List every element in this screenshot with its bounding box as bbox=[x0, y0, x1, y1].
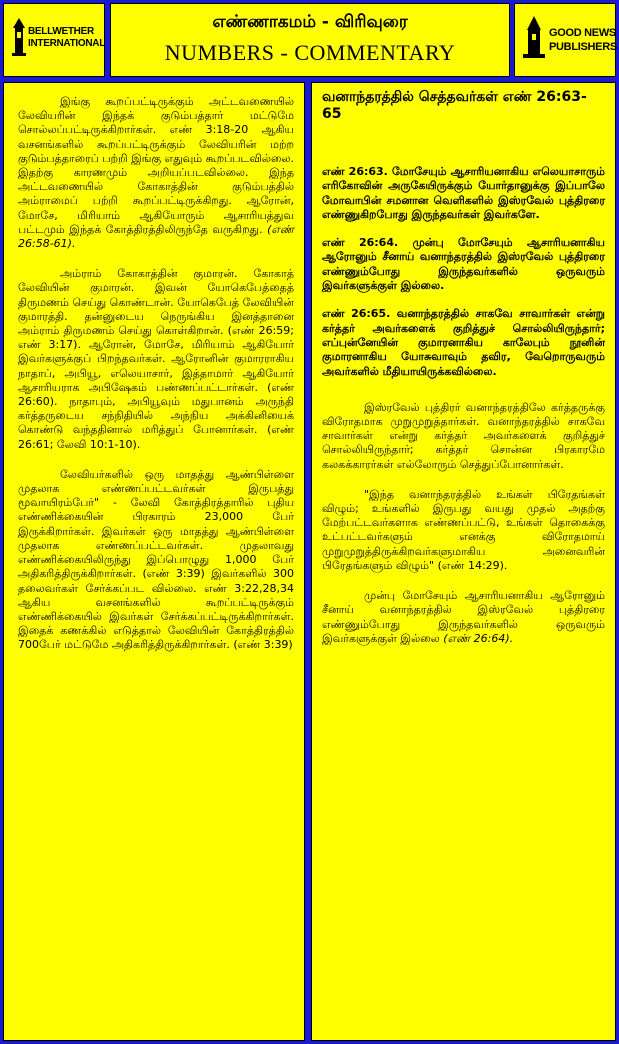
right-paragraph bbox=[322, 488, 605, 573]
page-title-tamil: எண்ணாகமம் - விரிவுரை bbox=[212, 12, 408, 32]
right-paragraph bbox=[322, 401, 605, 472]
right-column bbox=[311, 82, 616, 1041]
page-title-box bbox=[110, 3, 510, 77]
page-title-english: NUMBERS - COMMENTARY bbox=[164, 40, 456, 65]
logo-left-line1: BELLWETHER bbox=[28, 26, 94, 37]
left-column bbox=[3, 82, 305, 1041]
paragraph-text: முன்பு மோசேயும் ஆசாரியனாகிய ஆரோனும் சீனாய் வனாந்தரத்தில் இஸ்ரவேல் புத்திரரை எண்ணும்போது இருந்தவர்களில் ஒருவரும் இவர்களுக்குள் இல்லை bbox=[322, 589, 605, 645]
verse-paragraph: எண் 26:64. முன்பு மோசேயும் ஆசாரியனாகிய ஆரோனும் சீனாய் வனாந்தரத்தில் இஸ்ரவேல் புத்திரரை எண்ணும்போது இருந்தவர்களில் ஒருவரும் இவர்களுக்குள் இல்லை. bbox=[322, 236, 605, 293]
paragraph-text: இஸ்ரவேல் புத்திரர் வனாந்தரத்திலே கர்த்தருக்கு விரோதமாக முறுமுறுத்தார்கள். வனாந்தரத்தில் சாகவே சாவார்கள் என்று கர்த்தர் அவர்களைக் குறித்துச் சொல்லியிருந்தார்; கர்த்தர் சொன்ன பிரகாரமே கலகக்காரர்கள் எல்லோரும் செத்துப்போனார்கள். bbox=[322, 400, 605, 471]
verse-paragraph: எண் 26:63. மோசேயும் ஆசாரியனாகிய எலெயாசாரும் எரிகோவின் அருகேயிருக்கும் யோர்தானுக்கு இப்பாலே மோவாபின் சமனான வெளிகளில் இஸ்ரவேல் புத்திரரை எண்ணுகிறபோது இருந்தவர்கள் இவர்களே. bbox=[322, 165, 605, 221]
scripture-reference: (எண் 26:58-61). bbox=[18, 222, 295, 251]
section-heading: வனாந்தரத்தில் செத்தவர்கள் எண் 26:63-65 bbox=[322, 89, 587, 122]
bell-tower-icon bbox=[12, 18, 26, 56]
paragraph-text: அம்ராம் கோகாத்தின் குமாரன். கோகாத் லேவியின் குமாரன். இவன் யோகெபேத்தைத் திருமணம் செய்து கொண்டான். யோகெபேத் லேவியின் குமாரத்தி. தன்னுடைய நெருங்கிய இனத்தானை அம்ராம் திருமணம் செய்து கொள்கிறான். (எண் 26:59; எண் 3:17). ஆரோன், மோசே, மிரியாம் ஆகியோர் இவர்களுக்குப் பிறந்தவர்கள். ஆரோனின் குமாரராகிய நாதாப், அபியூ, எலெயாசார், இத்தாமார் ஆகியோர் ஆசாரியராக அபிஷேகம் பண்ணப்பட்டார்கள். (எண் 26:60). நாதாபும், அபியூவும் மதுபானம் அருந்தி கர்த்தருடைய சந்நிதியில் அந்நிய அக்கினியைக் கொண்டு வந்ததினால் மரித்துப் போனார்கள். (எண் 26:61; லேவி 10:1-10). bbox=[18, 267, 294, 451]
church-tower-icon bbox=[523, 16, 545, 58]
left-paragraph bbox=[18, 267, 294, 452]
paragraph-text: லேவியர்களில் ஒரு மாதத்து ஆண்பிள்ளை முதலாக எண்ணப்பட்டவர்கள் இருபத்து மூவாயிரம்பேர்" - லேவி கோத்திரத்தாரில் புதிய எண்ணிக்கையின் பிரகாரம் 23,000 பேர் இருக்கிறார்கள். இவர்கள் ஒரு மாதத்து ஆண்பிள்ளை முதலாக எண்ணப்பட்டவர்கள். முதலாவது எண்ணிக்கையிலிருந்து இப்பொழுது 1,000 பேர் அதிகரித்திருக்கிறார்கள். (எண் 3:39) இவர்களில் 300 தலைவர்கள் சேர்க்கப்பட வில்லை. எண் 3:22,28,34 ஆகிய வசனங்களில் கூறப்பட்டிருக்கும் எண்ணிக்கையில் இவர்கள் சேர்க்கப்பட்டிருக்கிறார்கள். இதைக் கணக்கில் எடுத்தால் லேவியின் கோத்திரத்தில் 700பேர் மட்டுமே அதிகரித்திருக்கிறார்கள். (எண் 3:39) bbox=[18, 467, 294, 652]
paragraph-text: இங்கு கூறப்பட்டிருக்கும் அட்டவணையில் லேவியரின் இந்தக் குடும்பத்தார் மட்டுமே சொல்லப்பட்டிருக்கிறார்கள். எண் 3:18-20 ஆகிய வசனங்களில் கூறப்பட்டிருக்கும் லேவியரின் மற்ற குடும்பத்தாரைப் பற்றி இங்கு எதுவும் கூறப்படவில்லை. இதற்கு காரணமும் அறியப்படவில்லை. இந்த அட்டவணையில் கோகாத்தின் குடும்பத்தில் அம்ராமைப் பற்றி கூறப்பட்டிருக்கிறது. ஆரோன், மோசே, மிரியாம் ஆகியோரும் ஆசாரியத்துவ பட்டமும் இந்தக் கோத்திரத்திலிருந்தே வருகிறது. bbox=[18, 95, 294, 236]
logo-left-line2: INTERNATIONAL bbox=[28, 38, 106, 49]
paragraph-text: "இந்த வனாந்தரத்தில் உங்கள் பிரேதங்கள் விழும்; உங்களில் இருபது வயது முதல் அதற்கு மேற்பட்டவர்களாக எண்ணப்பட்டு, உங்கள் தொகைக்கு உட்பட்டவர்களும் எனக்கு விரோதமாய் முறுமுறுத்திருக்கிறவர்களுமாகிய அனைவரின் பிரேதங்களும் விழும்" (எண் 14:29). bbox=[322, 487, 605, 572]
left-paragraph bbox=[18, 468, 294, 653]
left-paragraph bbox=[18, 95, 294, 251]
bellwether-logo bbox=[3, 3, 105, 77]
logo-right-line1: GOOD NEWS bbox=[549, 27, 616, 39]
right-paragraph bbox=[322, 589, 605, 646]
scripture-reference: (எண் 26:64). bbox=[443, 631, 514, 645]
logo-right-line2: PUBLISHERS bbox=[549, 41, 617, 53]
good-news-logo bbox=[514, 3, 616, 77]
verse-paragraph: எண் 26:65. வனாந்தரத்தில் சாகவே சாவார்கள் என்று கர்த்தர் அவர்களைக் குறித்துச் சொல்லியிருந்தார்; எப்புன்னேயின் குமாரனாகிய காலேபும் நூனின் குமாரனாகிய யோசுவாவும் தவிர, வேறொருவரும் அவர்களில் மீதியாயிருக்கவில்லை. bbox=[322, 307, 605, 378]
